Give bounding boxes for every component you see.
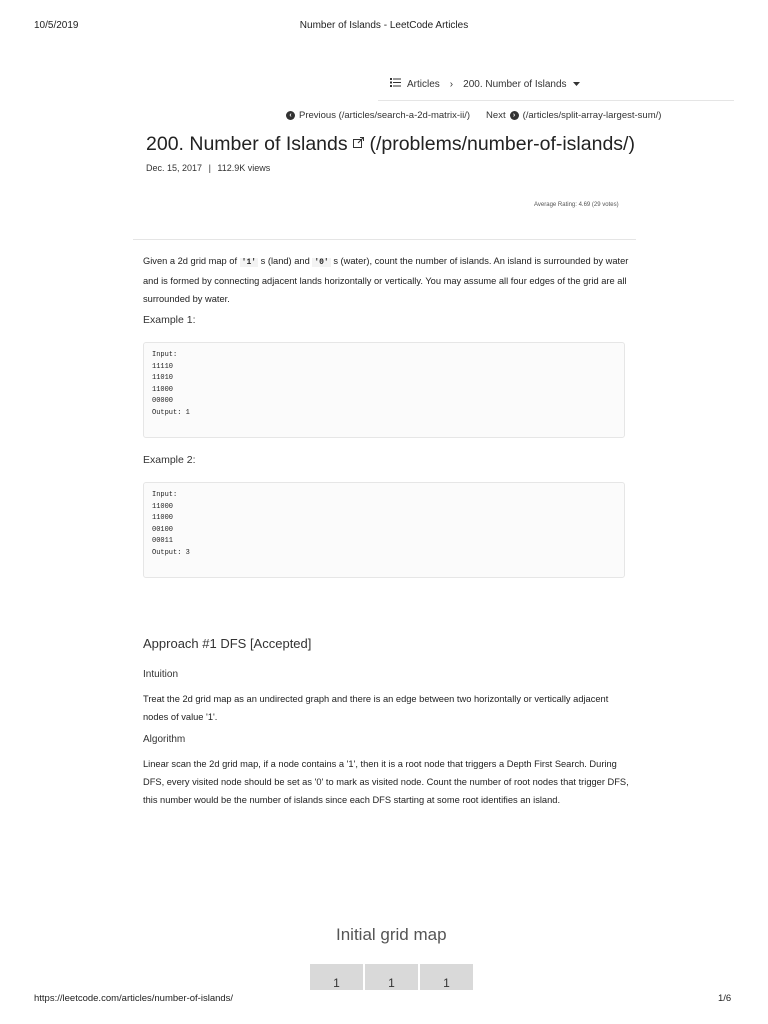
print-page-number: 1/6 <box>718 993 732 1004</box>
next-link[interactable]: Next <box>486 110 506 121</box>
breadcrumb-articles-link[interactable]: Articles <box>407 78 440 90</box>
breadcrumb-separator: › <box>449 78 454 90</box>
code-line: 00011 <box>152 537 174 546</box>
approach-heading: Approach #1 DFS [Accepted] <box>143 636 312 651</box>
caret-down-icon[interactable] <box>573 79 580 90</box>
desc-part-2: s (land) and <box>260 256 313 266</box>
breadcrumb-current[interactable]: 200. Number of Islands <box>463 78 567 90</box>
code-line: Output: 3 <box>152 548 190 557</box>
code-line: 11000 <box>152 514 174 523</box>
desc-part-1: Given a 2d grid map of <box>143 256 240 266</box>
code-line: 00000 <box>152 397 174 406</box>
grid-map-figure <box>310 964 473 990</box>
meta-separator: | <box>208 163 211 173</box>
breadcrumb-divider <box>378 100 734 101</box>
code-line: Input: <box>152 351 178 359</box>
grid-cell: 1 <box>310 964 363 990</box>
print-title: Number of Islands - LeetCode Articles <box>299 20 469 31</box>
example-1-code-block <box>143 342 625 438</box>
chevron-right-circle-icon: › <box>510 111 519 120</box>
example-2-code-block <box>143 482 625 578</box>
chevron-left-circle-icon: ‹ <box>286 111 295 120</box>
algorithm-text: Linear scan the 2d grid map, if a node contains a '1', then it is a root node that triggers a Depth First Search. During DFS, every visited node should be set as '0' to mark as visited node. Count the number of root nodes that trigger DFS, this number would be the number of islands since each DFS starting at some root identifies an island. <box>143 759 629 805</box>
example-2-heading: Example 2: <box>143 454 196 466</box>
previous-link[interactable]: Previous (/articles/search-a-2d-matrix-ii/) <box>299 110 471 121</box>
figure-title: Initial grid map <box>336 925 447 944</box>
code-line: 11010 <box>152 374 174 383</box>
code-line: 00100 <box>152 525 174 534</box>
code-line: 11000 <box>152 385 174 394</box>
code-line: Output: 1 <box>152 408 190 417</box>
intuition-heading: Intuition <box>143 669 179 680</box>
grid-cell: 1 <box>420 964 473 990</box>
print-url: https://leetcode.com/articles/number-of-islands/ <box>34 993 234 1004</box>
problem-description <box>143 252 633 308</box>
desc-part-3: s (water), count the number of islands. An island is surrounded by water and is formed by connecting adjacent lands horizontally or vertically. You may assume all four edges of the grid are all surrounded by water. <box>143 256 629 304</box>
algorithm-heading: Algorithm <box>143 734 186 745</box>
grid-cell: 1 <box>365 964 418 990</box>
title-text[interactable]: 200. Number of Islands <box>146 133 348 155</box>
page-title <box>146 131 635 156</box>
article-date: Dec. 15, 2017 <box>146 163 203 173</box>
article-pagination <box>286 110 661 121</box>
intuition-text: Treat the 2d grid map as an undirected graph and there is an edge between two horizontally or vertically adjacent nodes of value '1'. <box>143 694 609 722</box>
article-views: 112.9K views <box>217 163 271 173</box>
title-problem-link[interactable]: (/problems/number-of-islands/) <box>369 133 635 155</box>
list-icon <box>390 78 401 90</box>
print-date: 10/5/2019 <box>34 20 79 31</box>
average-rating: Average Rating: 4.69 (29 votes) <box>534 202 619 208</box>
inline-code-land: '1' <box>241 258 257 267</box>
code-line: Input: <box>152 491 178 499</box>
code-line: 11000 <box>152 502 174 511</box>
inline-code-water: '0' <box>314 258 329 267</box>
code-line: 11110 <box>152 362 174 371</box>
example-1-heading: Example 1: <box>143 314 196 326</box>
breadcrumb <box>390 78 580 90</box>
content-divider <box>133 239 636 240</box>
article-meta <box>146 163 270 173</box>
external-link-icon[interactable] <box>353 131 364 154</box>
next-link-url[interactable]: (/articles/split-array-largest-sum/) <box>522 110 662 121</box>
